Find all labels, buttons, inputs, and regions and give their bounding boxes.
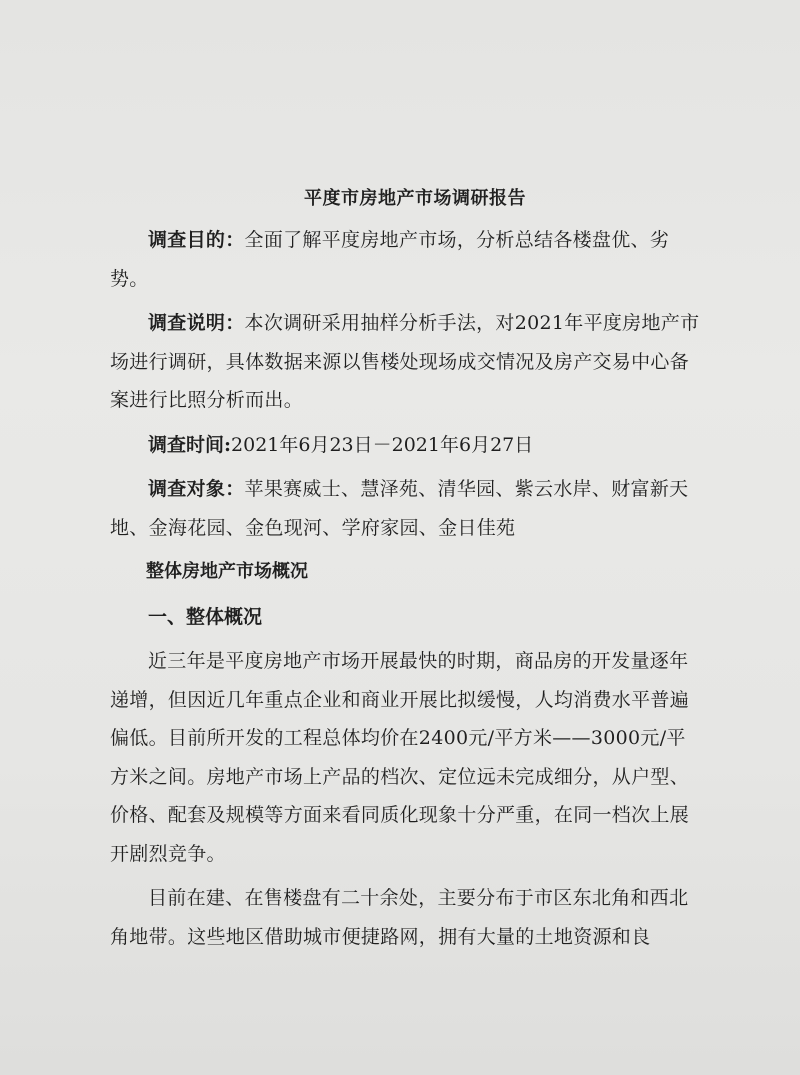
- purpose-paragraph: [110, 221, 700, 298]
- objects-text: 苹果赛威士、慧泽苑、清华园、紫云水岸、财富新天地、金海花园、金色现河、学府家园、金日佳苑: [110, 478, 689, 539]
- objects-label: 调查对象：: [148, 478, 245, 500]
- objects-paragraph: [110, 470, 700, 547]
- description-text: 本次调研采用抽样分析手法，对2021年平度房地产市场进行调研，具体数据来源以售楼处现场成交情况及房产交易中心备案进行比照分析而出。: [110, 312, 700, 411]
- section-heading: 整体房地产市场概况: [146, 561, 308, 582]
- purpose-label: 调查目的：: [148, 229, 245, 251]
- document-title: 平度市房地产市场调研报告: [304, 188, 526, 209]
- body-paragraph-2: 目前在建、在售楼盘有二十余处，主要分布于市区东北角和西北角地带。这些地区借助城市便捷路网，拥有大量的土地资源和良: [110, 887, 689, 948]
- body-paragraph-1: 近三年是平度房地产市场开展最快的时期，商品房的开发量逐年递增，但因近几年重点企业和商业开展比拟缓慢，人均消费水平普遍偏低。目前所开发的工程总体均价在2400元/平方米——3000元/平方米之间。房地产市场上产品的档次、定位远未完成细分，从户型、价格、配套及规模等方面来看同质化现象十分严重，在同一档次上展开剧烈竞争。: [110, 650, 690, 865]
- time-paragraph: [110, 426, 700, 465]
- time-label: 调查时间:: [148, 433, 232, 456]
- description-label: 调查说明：: [148, 312, 245, 334]
- sub-heading: 一、整体概况: [148, 605, 263, 628]
- description-paragraph: [110, 304, 700, 420]
- purpose-text: 全面了解平度房地产市场，分析总结各楼盘优、劣势。: [110, 229, 670, 290]
- time-text: 2021年6月23日－2021年6月27日: [231, 433, 534, 456]
